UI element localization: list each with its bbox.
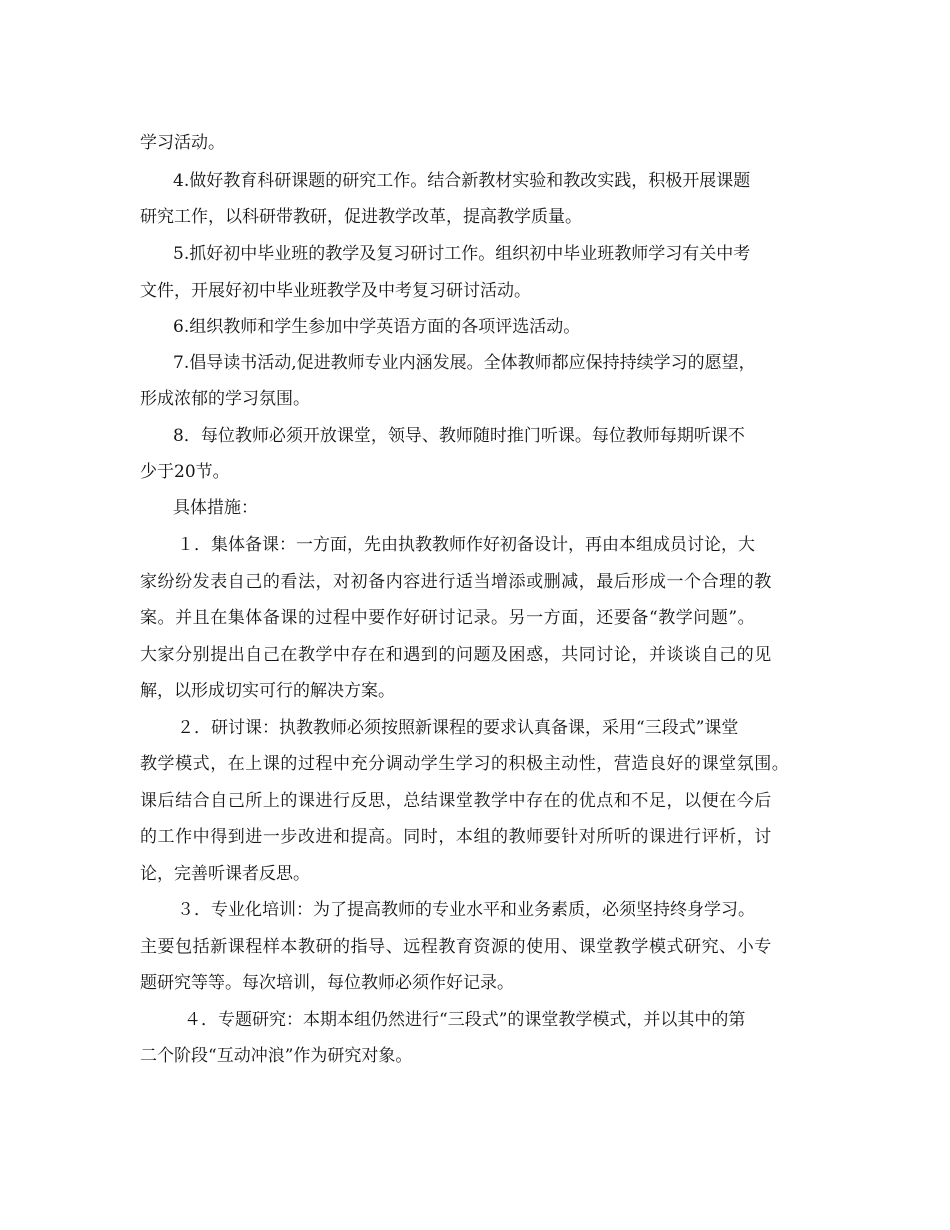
text-line: 论，完善听课者反思。 — [140, 864, 310, 884]
text-line: 案。并且在集体备课的过程中要作好研讨记录。另一方面，还要备“教学问题”。 — [140, 608, 756, 628]
section-heading: 具体措施： — [173, 498, 258, 518]
text-line: 5.抓好初中毕业班的教学及复习研讨工作。组织初中毕业班教师学习有关中考 — [173, 244, 751, 264]
text-line: ２．研讨课：执教教师必须按照新课程的要求认真备课，采用“三段式”课堂 — [177, 718, 739, 738]
text-line: 文件，开展好初中毕业班教学及中考复习研讨活动。 — [140, 281, 531, 301]
text-line: 课后结合自己所上的课进行反思，总结课堂教学中存在的优点和不足，以便在今后 — [140, 791, 772, 811]
text-line: 形成浓郁的学习氛围。 — [140, 389, 310, 409]
text-line: 6.组织教师和学生参加中学英语方面的各项评选活动。 — [173, 317, 581, 337]
text-line: 研究工作，以科研带教研，促进教学改革，提高教学质量。 — [140, 207, 582, 227]
text-line: ４．专题研究：本期本组仍然进行“三段式”的课堂教学模式，并以其中的第 — [184, 1010, 746, 1030]
text-line: 少于20节。 — [140, 462, 230, 482]
text-line: 家纷纷发表自己的看法，对初备内容进行适当增添或删减，最后形成一个合理的教 — [140, 572, 772, 592]
text-line: 题研究等等。每次培训，每位教师必须作好记录。 — [140, 973, 514, 993]
text-line: 8．每位教师必须开放课堂，领导、教师随时推门听课。每位教师每期听课不 — [173, 426, 745, 446]
text-line: 解，以形成切实可行的解决方案。 — [140, 681, 395, 701]
text-line: 7.倡导读书活动,促进教师专业内涵发展。全体教师都应保持持续学习的愿望， — [173, 353, 756, 373]
text-line: 二个阶段“互动冲浪”作为研究对象。 — [140, 1046, 413, 1066]
text-line: 4.做好教育科研课题的研究工作。结合新教材实验和教改实践，积极开展课题 — [173, 171, 751, 191]
text-line: 教学模式，在上课的过程中充分调动学生学习的积极主动性，营造良好的课堂氛围。 — [140, 754, 790, 774]
text-line: 主要包括新课程样本教研的指导、远程教育资源的使用、课堂教学模式研究、小专 — [140, 937, 772, 957]
text-line: 的工作中得到进一步改进和提高。同时，本组的教师要针对所听的课进行评析，讨 — [140, 827, 772, 847]
text-line: ３．专业化培训：为了提高教师的专业水平和业务素质，必须坚持终身学习。 — [177, 900, 755, 920]
text-line: １．集体备课：一方面，先由执教教师作好初备设计，再由本组成员讨论，大 — [177, 535, 755, 555]
text-line: 大家分别提出自己在教学中存在和遇到的问题及困惑，共同讨论，并谈谈自己的见 — [140, 645, 772, 665]
text-line: 学习活动。 — [140, 133, 225, 153]
